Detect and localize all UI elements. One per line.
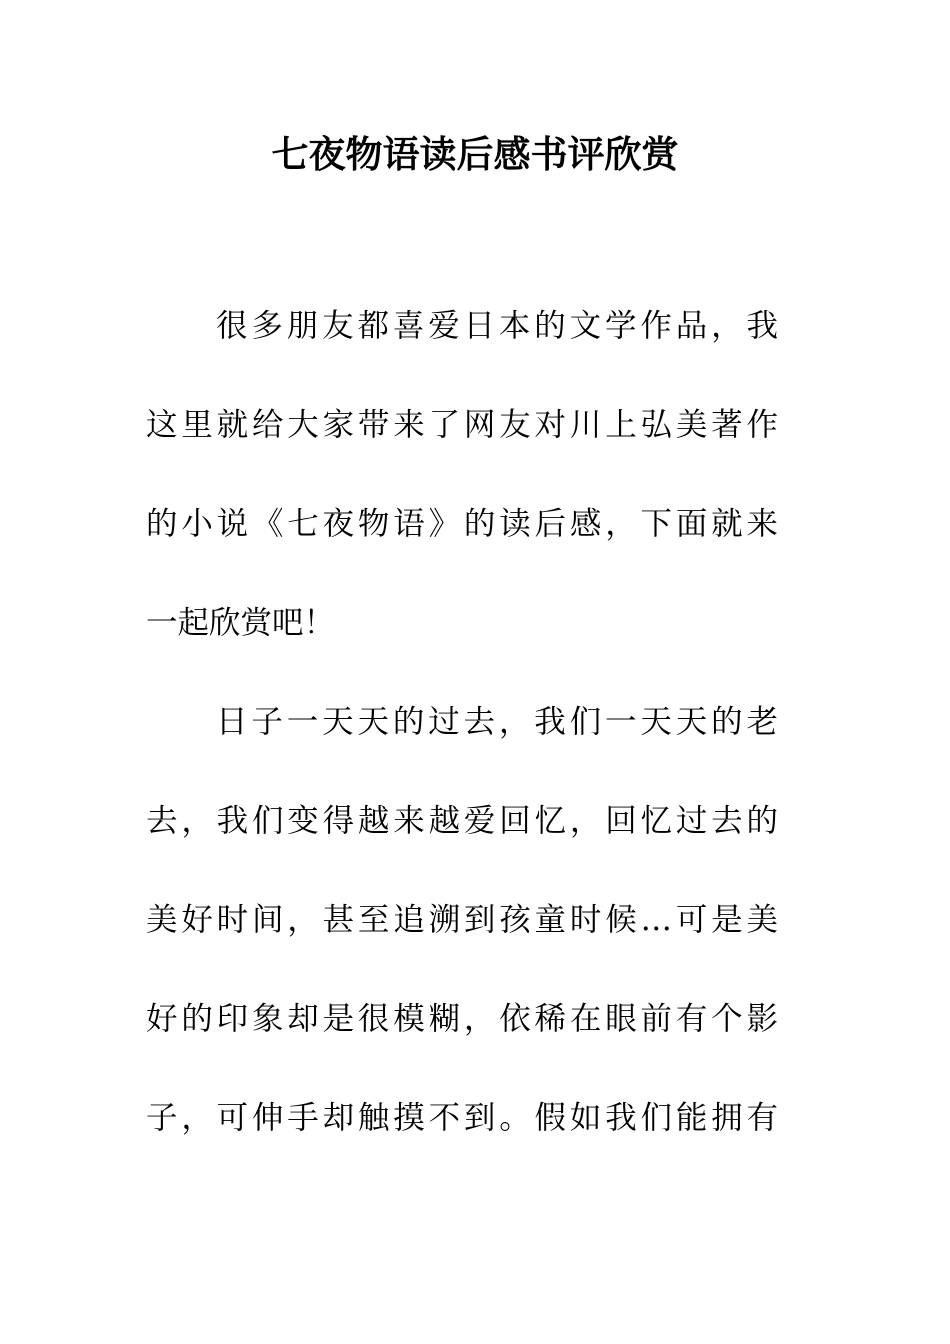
paragraph-line: 一起欣赏吧！ [146, 605, 336, 641]
paragraph-1 [146, 277, 778, 673]
document-title: 七夜物语读后感书评欣赏 [271, 132, 679, 176]
paragraph-line: 这里就给大家带来了网友对川上弘美著作 [146, 407, 778, 443]
paragraph-line: 子，可伸手却触摸不到。假如我们能拥有 [146, 1100, 778, 1136]
paragraph-line: 好的印象却是很模糊，依稀在眼前有个影 [146, 1001, 778, 1037]
paragraph-2 [146, 673, 778, 1168]
paragraph-line: 很多朋友都喜爱日本的文学作品，我 [216, 308, 778, 344]
paragraph-line: 日子一天天的过去，我们一天天的老 [216, 704, 778, 740]
paragraph-line: 的小说《七夜物语》的读后感，下面就来 [146, 506, 778, 542]
paragraph-line: 美好时间，甚至追溯到孩童时候…可是美 [146, 902, 778, 938]
paragraph-line: 去，我们变得越来越爱回忆，回忆过去的 [146, 803, 778, 839]
